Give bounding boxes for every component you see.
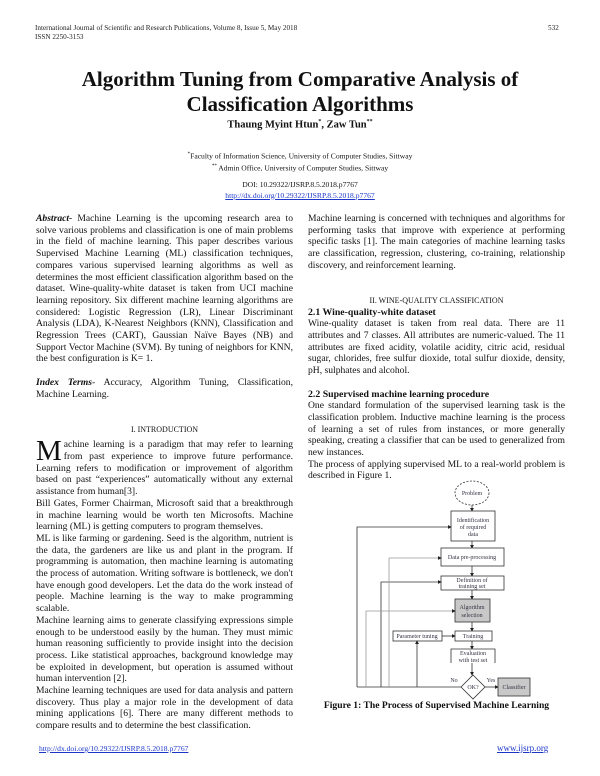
author-separator: , — [321, 119, 327, 131]
identification-label: data — [468, 532, 478, 538]
evaluation-label: Evaluation — [460, 651, 486, 657]
parameter-tuning-label: Parameter tuning — [396, 634, 438, 640]
preprocessing-label: Data pre-processing — [447, 555, 497, 561]
abstract-label: Abstract- — [36, 213, 73, 224]
index-terms — [36, 377, 293, 400]
index-terms-label: Index Terms — [36, 376, 92, 388]
intro-paragraph: ML is like farming or gardening. Seed is the algorithm, nutrient is the data, the gardeners are like us and plant in the program. If programming is automation, then machine learning is automating the process of automation. Writing software is bottleneck, we don't have enough good developers. Let the data do the work instead of people. Machine learning is the way to make programming scalable. — [36, 532, 293, 615]
intro-paragraph: Bill Gates, Former Chairman, Microsoft said that a breakthrough in machine learning would be worth ten Microsofts. Machine learning (ML) is getting computers to program themselves. — [36, 497, 293, 533]
authors — [0, 119, 600, 131]
subsection-2-2: 2.2 Supervised machine learning procedure — [308, 388, 490, 400]
journal-name: International Journal of Scientific and Research Publications, Volume 8, Issue 5, May 2018 — [35, 24, 298, 32]
affiliation-2: Admin Office, University of Computer Studies, Sittway — [216, 163, 389, 173]
intro-paragraph — [36, 435, 293, 498]
ok-label: OK? — [467, 685, 479, 691]
doi-text: DOI: 10.29322/IJSRP.8.5.2018.p7767 — [242, 180, 358, 189]
evaluation-label: with test set — [458, 658, 488, 664]
algorithm-label: Algorithm — [459, 605, 485, 611]
definition-label: training set — [458, 584, 486, 590]
ml-paragraph: Machine learning is concerned with techniques and algorithms for performing tasks that improve with experience at performing specific tasks [1]. The main categories of machine learning tasks are classification, regression, clustering, co-training, relationship discovery, and reinforcement learning. — [308, 213, 565, 271]
procedure-paragraph: The process of applying supervised ML to a real-world problem is described in Figure 1. — [308, 458, 565, 482]
affiliations — [0, 150, 600, 174]
affiliation-mark: ** — [211, 164, 217, 170]
figure-caption: Figure 1: The Process of Supervised Machine Learning — [323, 700, 550, 711]
section-heading-introduction: I. INTRODUCTION — [130, 424, 199, 434]
problem-label: Problem — [461, 491, 483, 497]
intro-paragraph: Machine learning techniques are used for data analysis and pattern discovery. Thus play a major role in the development of data mining applications [6]. There are many different methods to compare results and to determine the best classification. — [36, 685, 293, 732]
author-1: Thaung Myint Htun — [227, 119, 319, 131]
right-column — [308, 213, 565, 482]
journal-header — [35, 24, 297, 42]
doi-block — [0, 180, 600, 201]
author-2: Zaw Tun — [326, 119, 367, 131]
identification-label: of required — [459, 525, 487, 531]
affiliation-mark: * — [187, 152, 191, 157]
intro-text: achine learning is a paradigm that may refer to learning from past experience to improve future performance. Learning refers to modification or improvement of algorithm based on past “experiences” automatically without any external assistance from human[3]. — [36, 439, 293, 498]
paper-title — [40, 67, 560, 117]
affiliation-1: Faculty of Information Science, University of Computer Studies, Sittway — [190, 151, 413, 161]
page-number: 532 — [548, 24, 559, 32]
identification-label: Identification — [456, 518, 490, 524]
author-2-mark: ** — [366, 119, 373, 125]
abstract — [36, 213, 293, 365]
section-heading-wine-quality: II. WINE-QUALITY CLASSIFICATION — [369, 295, 504, 305]
issn: ISSN 2250-3153 — [35, 33, 84, 41]
abstract-text: Machine Learning is the upcoming research area to solve various problems and classification is one of main problems in the field of machine learning. This paper describes various Supervised Machine Learning (ML) classification techniques, compares various supervised learning algorithms as well as determines the most efficient classification algorithm based on the dataset. Wine-quality-white dataset is taken from UCI machine learning repository. Six different machine learning algorithms are considered: Logistic Regression (LR), Linear Discriminant Analysis (LDA), K-Nearest Neighbors (KNN), Classification and Regression Trees (CART), Gaussian Naïve Bayes (NB) and Support Vector Machine (SVM). By tuning of neighbors for KNN, the best configuration is K= 1. — [36, 213, 293, 365]
drop-cap: M — [36, 435, 62, 468]
no-label: No — [450, 678, 458, 684]
title-line-1: Algorithm Tuning from Comparative Analysis of — [81, 67, 519, 91]
classifier-label: Classifier — [502, 685, 526, 691]
definition-label: Definition of — [456, 578, 488, 584]
title-line-2: Classification Algorithms — [186, 92, 414, 116]
footer-doi-link[interactable]: http://dx.doi.org/10.29322/IJSRP.8.5.2018.p7767 — [39, 744, 189, 753]
algorithm-label: selection — [461, 613, 483, 619]
figure-1-flowchart — [340, 478, 540, 700]
footer-doi — [39, 744, 188, 753]
procedure-paragraph: One standard formulation of the supervised learning task is the classification problem. Inductive machine learning is the process of learning a set of rules from instances, or more generally speaking, creating a classifier that can be used to generalized from new instances. — [308, 400, 565, 459]
training-label: Training — [462, 634, 484, 640]
subsection-2-1: 2.1 Wine-quality-white dataset — [308, 306, 436, 318]
intro-paragraph: Machine learning aims to generate classifying expressions simple enough to be understood easily by the human. They must mimic human reasoning sufficiently to provide insight into the decision process. Like statistical approaches, background knowledge may be exploited in development, but operation is assumed without human intervention [2]. — [36, 614, 293, 685]
footer-site-link[interactable]: www.ijsrp.org — [497, 743, 549, 753]
dataset-paragraph: Wine-quality dataset is taken from real data. There are 11 attributes and 7 classes. All attributes are numeric-valued. The 11 attributes are fixed acidity, volatile acidity, citric acid, residual sugar, chlorides, free sulfur dioxide, total sulfur dioxide, density, pH, sulphates and alcohol. — [308, 318, 565, 377]
index-terms-text: - Accuracy, Algorithm Tuning, Classification, Machine Learning. — [36, 376, 293, 400]
footer-site — [497, 743, 548, 753]
left-column — [36, 213, 293, 732]
yes-label: Yes — [486, 678, 496, 684]
author-1-mark: * — [318, 119, 322, 125]
doi-link[interactable]: http://dx.doi.org/10.29322/IJSRP.8.5.2018.p7767 — [225, 190, 375, 200]
